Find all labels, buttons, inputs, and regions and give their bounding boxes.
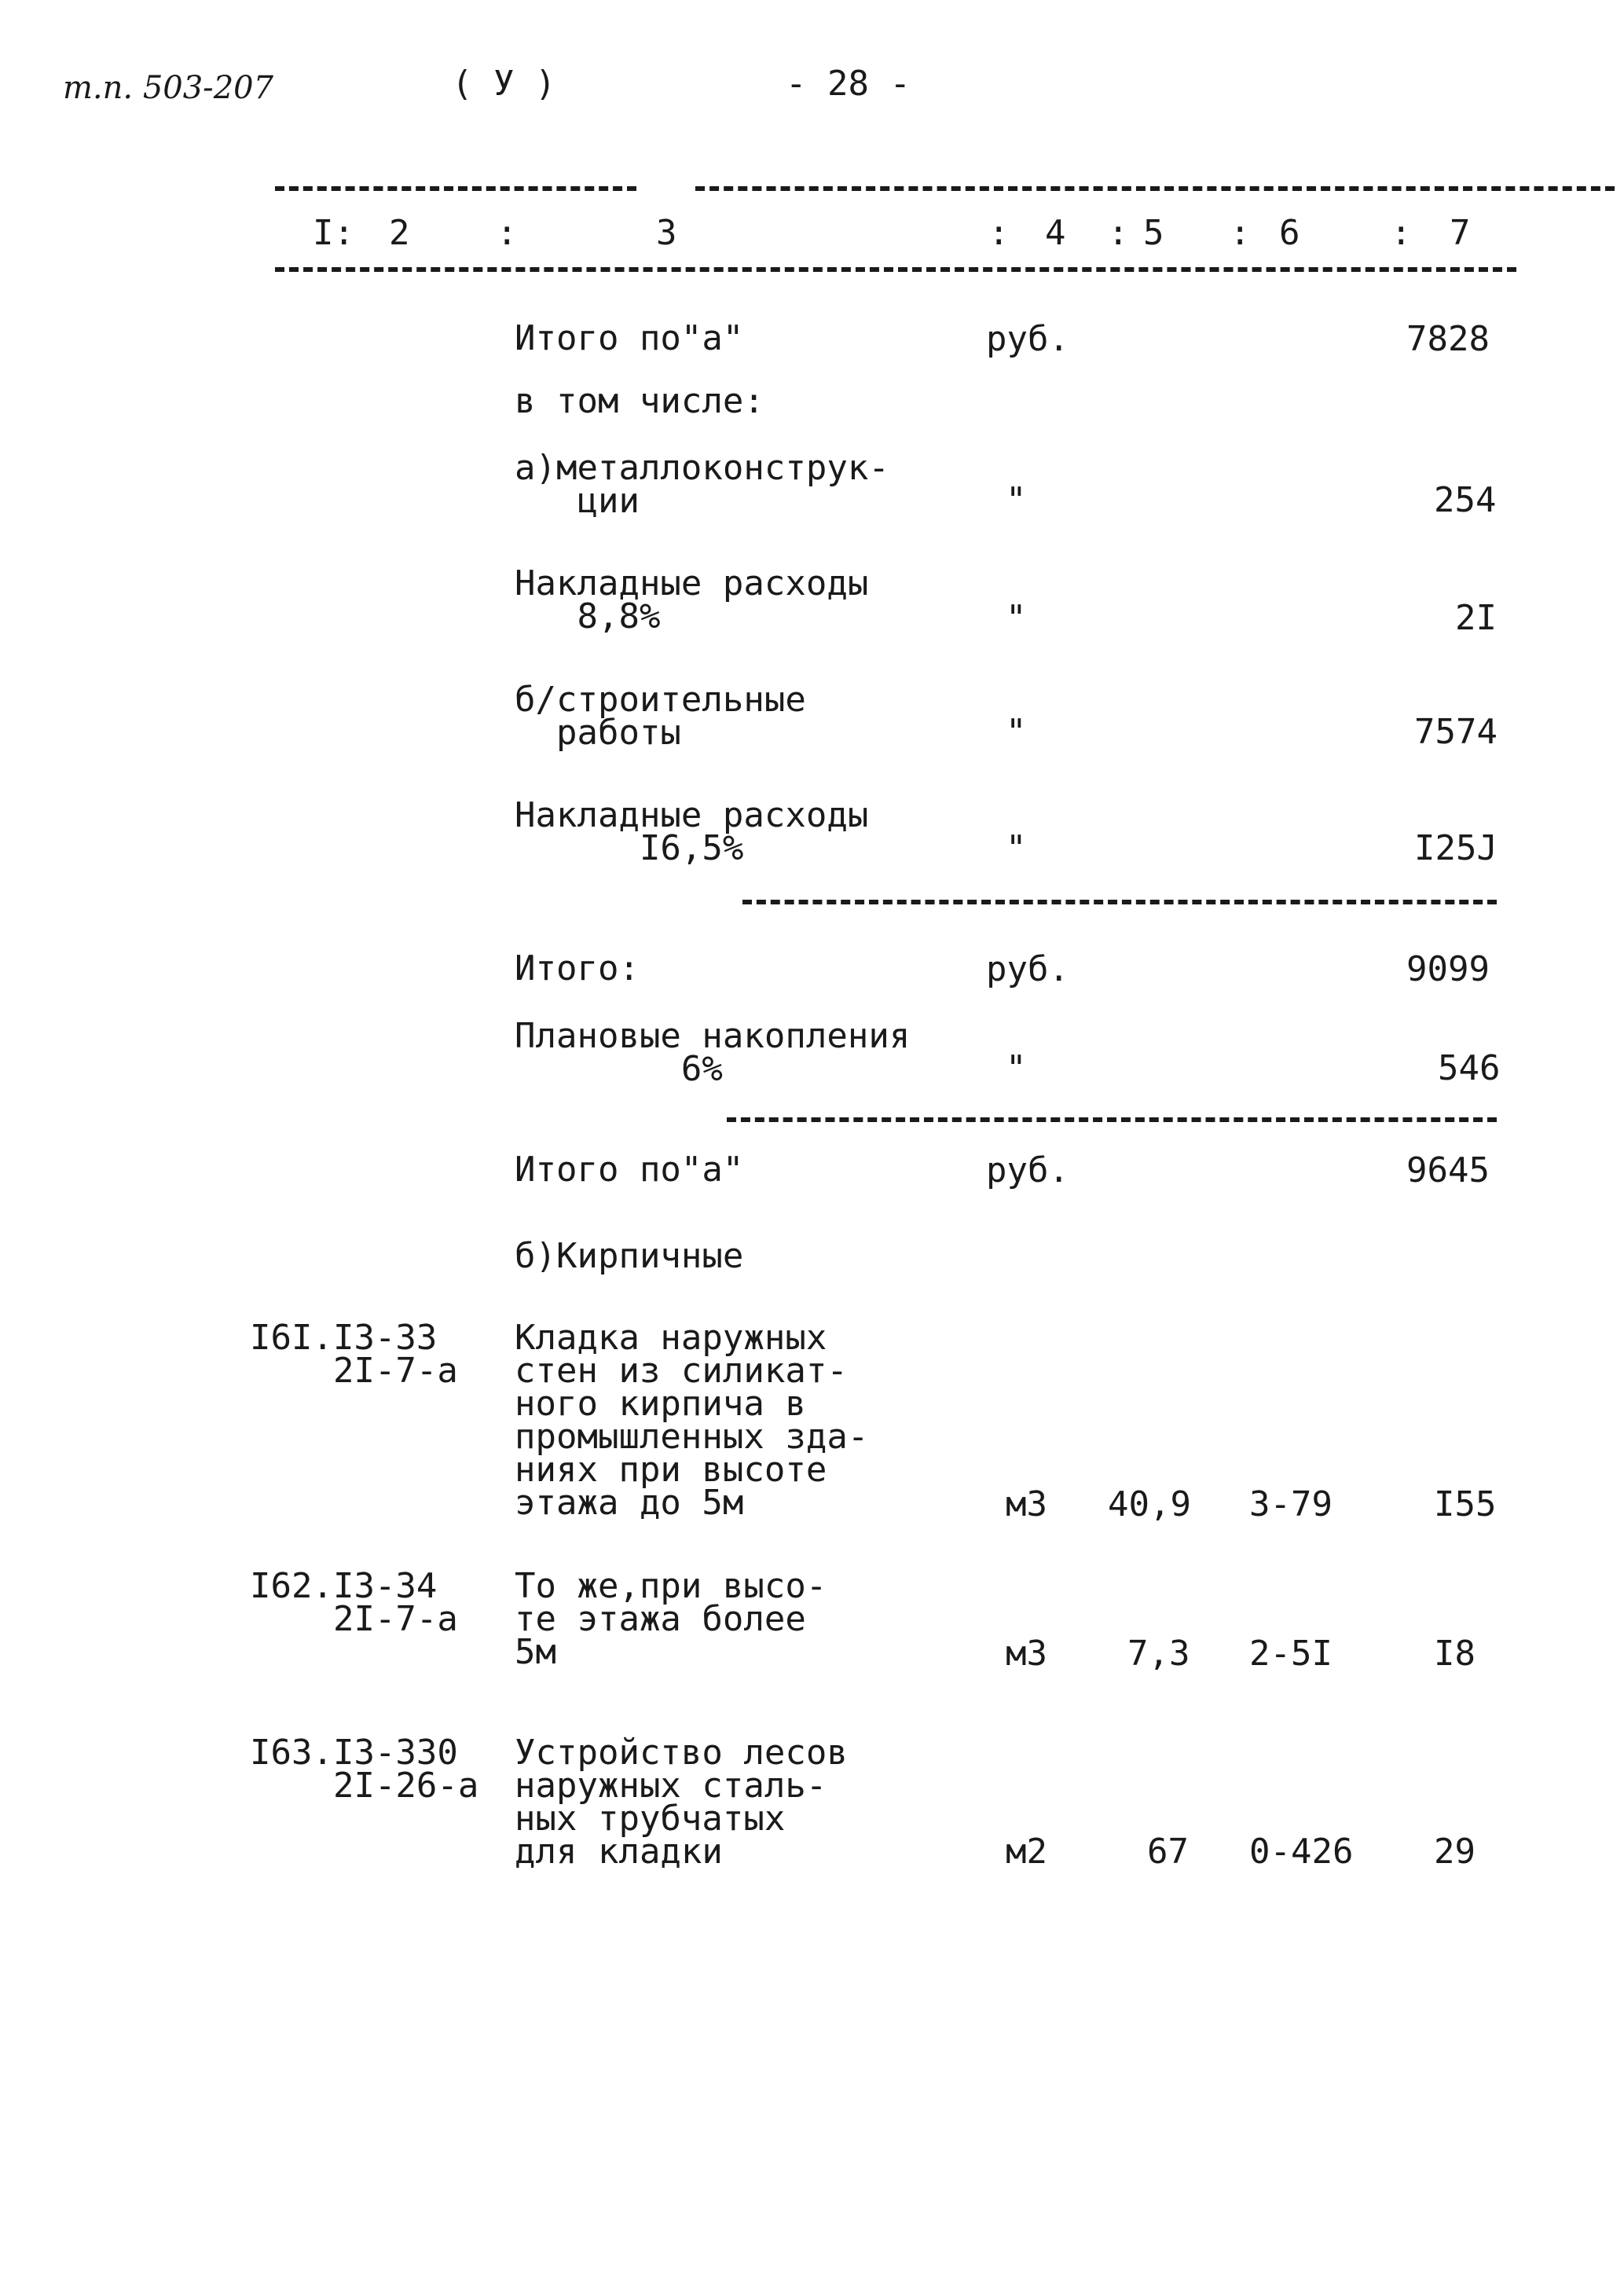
row-code: I6I.I3-33 2I-7-а bbox=[250, 1318, 458, 1391]
row-total: 7574 bbox=[1414, 712, 1498, 752]
col-separator: : bbox=[988, 213, 1010, 253]
row-unit: " bbox=[1006, 480, 1027, 520]
header-rule-top-left bbox=[275, 186, 636, 191]
row-total: 29 bbox=[1434, 1832, 1476, 1872]
row-total: I25J bbox=[1414, 828, 1498, 868]
row-text: б/строительные работы bbox=[515, 680, 806, 753]
col-header-1: I: bbox=[313, 213, 354, 253]
header-rule-top-right bbox=[695, 186, 1615, 191]
col-header-5: 5 bbox=[1143, 213, 1164, 253]
col-header-2: 2 bbox=[389, 213, 410, 253]
row-unit: руб. bbox=[986, 1150, 1069, 1190]
row-text: Накладные расходы 8,8% bbox=[515, 563, 869, 636]
col-header-6: 6 bbox=[1279, 213, 1300, 253]
col-header-3: 3 bbox=[656, 213, 677, 253]
row-text: Итого по"а" bbox=[515, 1150, 744, 1190]
col-header-7: 7 bbox=[1450, 213, 1471, 253]
document-reference: т.п. 503-207 bbox=[63, 70, 274, 106]
row-unit: руб. bbox=[986, 319, 1069, 359]
row-total: 9645 bbox=[1406, 1150, 1490, 1190]
row-total: 546 bbox=[1438, 1048, 1501, 1088]
row-code: I63.I3-330 2I-26-а bbox=[250, 1733, 479, 1806]
col-separator: : bbox=[497, 213, 518, 253]
row-total: 7828 bbox=[1406, 319, 1490, 359]
page-number: - 28 - bbox=[786, 64, 911, 104]
row-unit: " bbox=[1006, 828, 1027, 868]
row-text: а)металлоконструк- ции bbox=[515, 448, 889, 521]
row-text: Итого: bbox=[515, 948, 640, 988]
row-text: Плановые накопления 6% bbox=[515, 1016, 911, 1089]
subtotal-rule bbox=[742, 900, 1497, 904]
row-total: 2I bbox=[1455, 598, 1497, 638]
row-text: Итого по"а" bbox=[515, 318, 744, 358]
row-total: I8 bbox=[1434, 1634, 1476, 1674]
row-unit: руб. bbox=[986, 949, 1069, 989]
row-text: То же,при высо- те этажа более 5м bbox=[515, 1566, 827, 1672]
row-unit: " bbox=[1006, 1048, 1027, 1088]
col-header-4: 4 bbox=[1045, 213, 1066, 253]
row-total: 254 bbox=[1434, 480, 1497, 520]
col-separator: : bbox=[1108, 213, 1129, 253]
row-unit: " bbox=[1006, 598, 1027, 638]
row-text: Устройство лесов наружных сталь- ных трубчатых для кладки bbox=[515, 1733, 848, 1872]
row-text: в том числе: bbox=[515, 381, 764, 421]
row-unit: м2 bbox=[1006, 1832, 1047, 1872]
row-price: 3-79 bbox=[1249, 1484, 1333, 1524]
row-qty: 40,9 bbox=[1108, 1484, 1191, 1524]
row-total: I55 bbox=[1434, 1484, 1497, 1524]
section-mark: ( У ) bbox=[452, 64, 556, 104]
header-rule-bottom bbox=[275, 267, 1516, 272]
col-separator: : bbox=[1391, 213, 1412, 253]
row-text: б)Кирпичные bbox=[515, 1236, 744, 1276]
row-text: Накладные расходы I6,5% bbox=[515, 795, 869, 868]
row-text: Кладка наружных стен из силикат- ного кирпича в промышленных зда- ниях при высоте этажа до 5м bbox=[515, 1318, 869, 1523]
col-separator: : bbox=[1230, 213, 1251, 253]
row-price: 0-426 bbox=[1249, 1832, 1354, 1872]
row-qty: 7,3 bbox=[1127, 1634, 1190, 1674]
row-qty: 67 bbox=[1147, 1832, 1189, 1872]
row-unit: м3 bbox=[1006, 1634, 1047, 1674]
total-rule bbox=[727, 1117, 1497, 1122]
row-unit: " bbox=[1006, 712, 1027, 752]
row-code: I62.I3-34 2I-7-а bbox=[250, 1566, 458, 1639]
row-price: 2-5I bbox=[1249, 1634, 1333, 1674]
row-total: 9099 bbox=[1406, 949, 1490, 989]
row-unit: м3 bbox=[1006, 1484, 1047, 1524]
